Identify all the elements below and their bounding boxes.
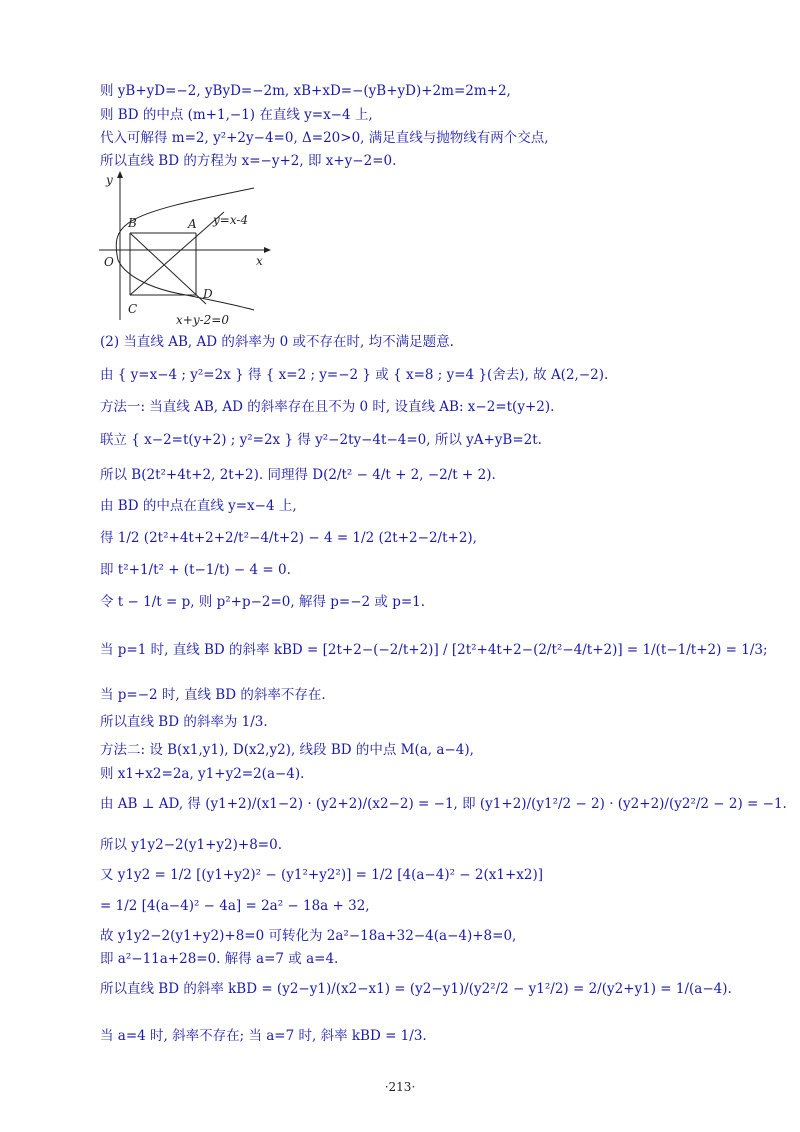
text-line-26: 当 a=4 时, 斜率不存在; 当 a=7 时, 斜率 kBD = 1/3. bbox=[100, 1028, 427, 1044]
text-line-15: 当 p=−2 时, 直线 BD 的斜率不存在. bbox=[100, 687, 326, 703]
parabola-figure bbox=[96, 170, 271, 330]
text-line-14: 当 p=1 时, 直线 BD 的斜率 kBD = [2t+2−(−2/t+2)] / [2t²+4t+2−(2/t²−4/t+2)] = 1/(t−1/t+2) = 1/3; bbox=[100, 642, 768, 658]
point-b-label: B bbox=[128, 216, 137, 230]
text-line-12: 即 t²+1/t² + (t−1/t) − 4 = 0. bbox=[100, 562, 291, 578]
origin-label: O bbox=[104, 255, 114, 269]
text-line-20: 所以 y1y2−2(y1+y2)+8=0. bbox=[100, 837, 282, 853]
line-label-2: x+y-2=0 bbox=[176, 313, 229, 327]
text-line-7: 方法一: 当直线 AB, AD 的斜率存在且不为 0 时, 设直线 AB: x−2=t(y+2). bbox=[100, 399, 555, 415]
text-line-2: 则 BD 的中点 (m+1,−1) 在直线 y=x−4 上, bbox=[100, 107, 373, 123]
text-line-24: 即 a²−11a+28=0. 解得 a=7 或 a=4. bbox=[100, 951, 339, 967]
text-line-13: 令 t − 1/t = p, 则 p²+p−2=0, 解得 p=−2 或 p=1. bbox=[100, 594, 426, 610]
text-line-22: = 1/2 [4(a−4)² − 4a] = 2a² − 18a + 32, bbox=[100, 898, 370, 914]
axis-y-label: y bbox=[106, 173, 113, 187]
text-line-3: 代入可解得 m=2, y²+2y−4=0, Δ=20>0, 满足直线与抛物线有两个交点, bbox=[100, 130, 549, 146]
text-line-21: 又 y1y2 = 1/2 [(y1+y2)² − (y1²+y2²)] = 1/2 [4(a−4)² − 2(x1+x2)] bbox=[100, 867, 544, 883]
point-c-label: C bbox=[128, 302, 138, 316]
text-line-11: 得 1/2 (2t²+4t+2+2/t²−4/t+2) − 4 = 1/2 (2t+2−2/t+2), bbox=[100, 530, 477, 546]
point-a-label: A bbox=[188, 217, 197, 231]
text-line-25: 所以直线 BD 的斜率 kBD = (y2−y1)/(x2−x1) = (y2−y1)/(y2²/2 − y1²/2) = 2/(y2+y1) = 1/(a−4). bbox=[100, 981, 732, 997]
text-line-18: 则 x1+x2=2a, y1+y2=2(a−4). bbox=[100, 766, 305, 782]
point-d-label: D bbox=[203, 287, 213, 301]
line-label-1: y=x-4 bbox=[213, 213, 249, 227]
axis-x-label: x bbox=[256, 254, 263, 268]
text-line-19: 由 AB ⊥ AD, 得 (y1+2)/(x1−2) · (y2+2)/(x2−2) = −1, 即 (y1+2)/(y1²/2 − 2) · (y2+2)/(y2²/2 − 2) = −1. bbox=[100, 796, 787, 812]
text-line-4: 所以直线 BD 的方程为 x=−y+2, 即 x+y−2=0. bbox=[100, 153, 397, 169]
text-line-16: 所以直线 BD 的斜率为 1/3. bbox=[100, 714, 268, 730]
page-number: ·213· bbox=[384, 1080, 416, 1094]
text-line-17: 方法二: 设 B(x1,y1), D(x2,y2), 线段 BD 的中点 M(a, a−4), bbox=[100, 742, 474, 758]
text-line-6: 由 { y=x−4 ; y²=2x } 得 { x=2 ; y=−2 } 或 { x=8 ; y=4 }(舍去), 故 A(2,−2). bbox=[100, 367, 609, 383]
text-line-10: 由 BD 的中点在直线 y=x−4 上, bbox=[100, 498, 297, 514]
text-line-23: 故 y1y2−2(y1+y2)+8=0 可转化为 2a²−18a+32−4(a−4)+8=0, bbox=[100, 928, 517, 944]
text-line-8: 联立 { x−2=t(y+2) ; y²=2x } 得 y²−2ty−4t−4=0, 所以 yA+yB=2t. bbox=[100, 432, 542, 448]
text-line-9: 所以 B(2t²+4t+2, 2t+2). 同理得 D(2/t² − 4/t + 2, −2/t + 2). bbox=[100, 467, 496, 483]
text-line-1: 则 yB+yD=−2, yByD=−2m, xB+xD=−(yB+yD)+2m=2m+2, bbox=[100, 83, 511, 99]
text-line-5: (2) 当直线 AB, AD 的斜率为 0 或不存在时, 均不满足题意. bbox=[100, 334, 454, 350]
